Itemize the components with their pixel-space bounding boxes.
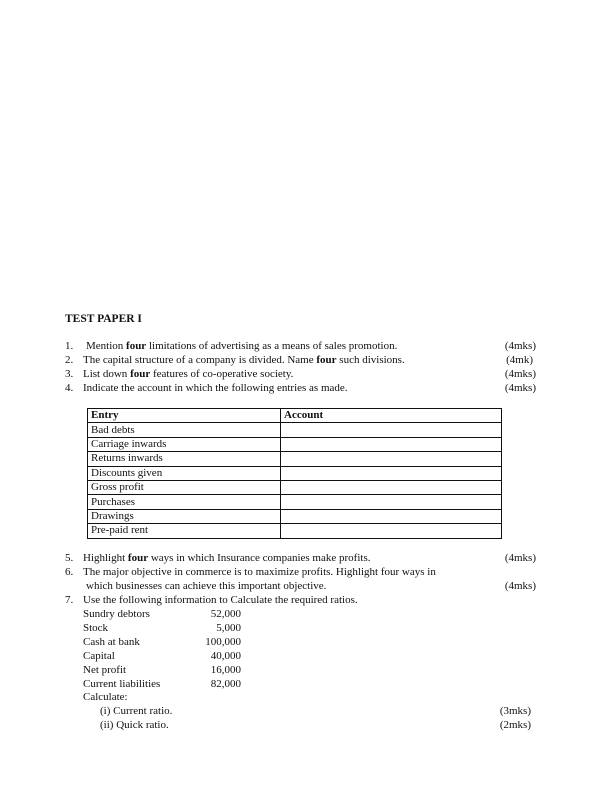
question-number: 6. — [65, 566, 74, 578]
info-label: Current liabilities — [83, 678, 161, 690]
account-cell — [281, 437, 502, 451]
table-row — [88, 509, 502, 523]
question-marks: (4mks) — [504, 552, 536, 564]
info-label: Sundry debtors — [83, 608, 150, 620]
question-number: 5. — [65, 552, 74, 564]
question-marks: (4mks) — [504, 580, 536, 592]
info-label: Capital — [83, 650, 115, 662]
header-account: Account — [281, 409, 502, 423]
header-entry: Entry — [88, 409, 281, 423]
account-cell — [281, 452, 502, 466]
entry-cell: Bad debts — [88, 423, 281, 437]
account-cell — [281, 480, 502, 494]
question-number: 1. — [65, 340, 74, 352]
table-row — [88, 437, 502, 451]
question-marks: (4mks) — [504, 368, 536, 380]
table-row — [88, 452, 502, 466]
calculate-label: Calculate: — [83, 691, 128, 703]
account-cell — [281, 509, 502, 523]
entry-cell: Purchases — [88, 495, 281, 509]
question-text-line2: which businesses can achieve this important objective. — [86, 580, 327, 592]
info-value: 100,000 — [205, 636, 241, 648]
entry-cell: Drawings — [88, 509, 281, 523]
question-number: 3. — [65, 368, 74, 380]
info-label: Stock — [83, 622, 109, 634]
entry-cell: Returns inwards — [88, 452, 281, 466]
account-cell — [281, 524, 502, 538]
question-text: The major objective in commerce is to maximize profits. Highlight four ways in — [83, 566, 436, 578]
question-marks: (4mks) — [504, 340, 536, 352]
question-text: The capital structure of a company is divided. Name four such divisions. — [83, 354, 405, 366]
question-text: Mention four limitations of advertising as a means of sales promotion. — [86, 340, 398, 352]
question-text: Highlight four ways in which Insurance companies make profits. — [83, 552, 371, 564]
account-cell — [281, 466, 502, 480]
table-header-row — [88, 409, 502, 423]
info-value: 82,000 — [210, 678, 241, 690]
entry-cell: Pre-paid rent — [88, 524, 281, 538]
question-text: List down four features of co-operative society. — [83, 368, 294, 380]
question-text: Indicate the account in which the following entries as made. — [83, 382, 348, 394]
info-value: 40,000 — [210, 650, 241, 662]
info-value: 52,000 — [210, 608, 241, 620]
paper-title: TEST PAPER I — [65, 313, 142, 325]
info-label: Net profit — [83, 664, 127, 676]
part-i-marks: (3mks) — [499, 705, 531, 717]
question-number: 4. — [65, 382, 74, 394]
account-cell — [281, 495, 502, 509]
question-marks: (4mks) — [504, 382, 536, 394]
part-ii-marks: (2mks) — [499, 719, 531, 731]
entry-cell: Discounts given — [88, 466, 281, 480]
account-cell — [281, 423, 502, 437]
question-text: Use the following information to Calculate the required ratios. — [83, 594, 358, 606]
table-row — [88, 480, 502, 494]
question-marks: (4mk) — [506, 354, 533, 366]
table-row — [88, 466, 502, 480]
table-row — [88, 423, 502, 437]
question-number: 2. — [65, 354, 74, 366]
info-label: Cash at bank — [83, 636, 140, 648]
entry-cell: Gross profit — [88, 480, 281, 494]
entry-cell: Carriage inwards — [88, 437, 281, 451]
info-value: 5,000 — [216, 622, 241, 634]
table-row — [88, 495, 502, 509]
part-i: (i) Current ratio. — [100, 705, 173, 717]
part-ii: (ii) Quick ratio. — [100, 719, 169, 731]
question-number: 7. — [65, 594, 74, 606]
entries-table — [87, 408, 502, 539]
info-value: 16,000 — [210, 664, 241, 676]
table-row — [88, 524, 502, 538]
